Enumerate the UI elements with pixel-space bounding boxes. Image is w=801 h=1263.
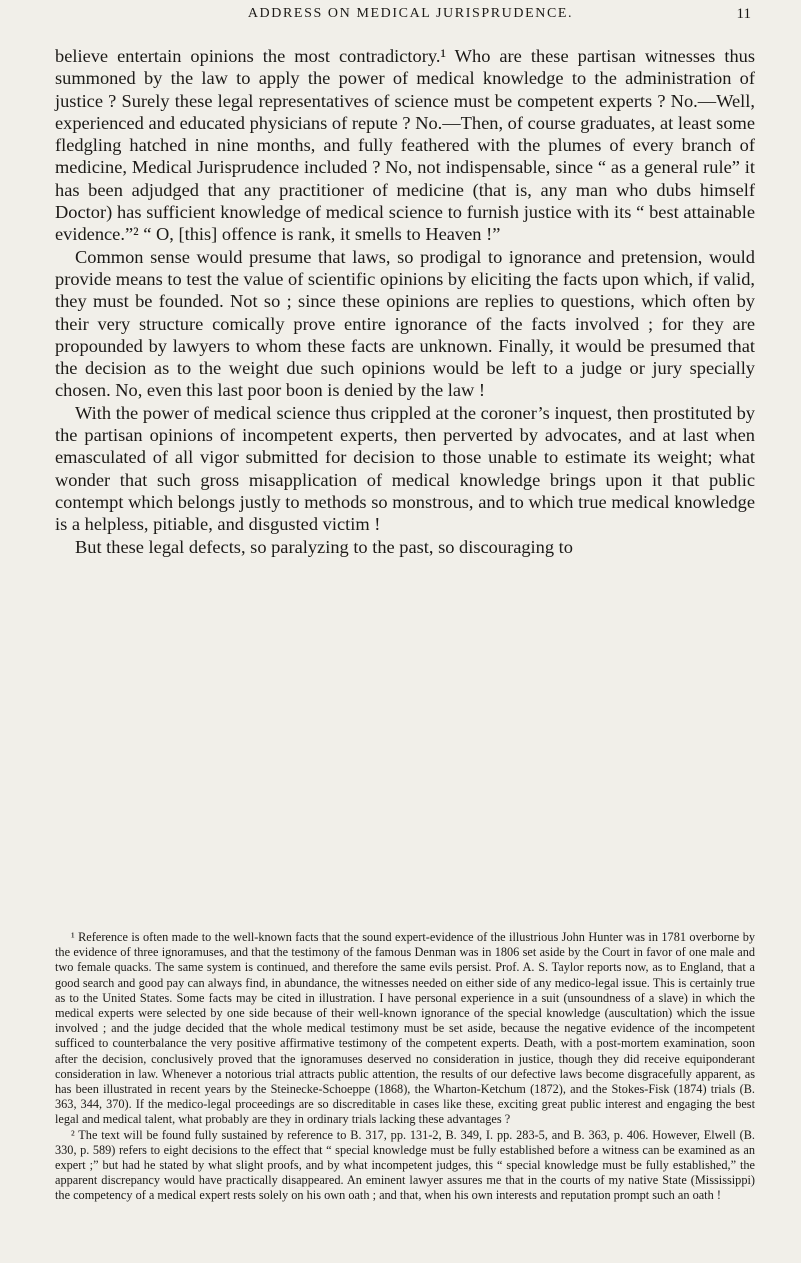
paragraph: But these legal defects, so paralyzing to the past, so discouraging to	[75, 536, 573, 557]
body-text	[55, 45, 755, 558]
paragraph: believe entertain opinions the most contradictory.¹ Who are these partisan witnesses thus summoned by the law to apply the power of medical knowledge to the administration of justice ? Surely these legal representatives of science must be competent experts ? No.—Well, experienced and educated physicians of repute ? No.—Then, of course graduates, at least some fledgling hatched in nine months, and fully feathered with the plumes of every branch of medicine, Medical Jurisprudence included ? No, not indispensable, since “ as a general rule” it has been adjudged that any practitioner of medicine (that is, any man who dubs himself Doctor) has sufficient knowledge of medical science to furnish justice with its “ best attainable evidence.”² “ O, [this] offence is rank, it smells to Heaven !”	[55, 46, 755, 245]
paragraph: With the power of medical science thus crippled at the coroner’s inquest, then prostituted by the partisan opinions of incompetent experts, then perverted by advocates, and at last when emasculated of all vigor submitted for decision to those unable to estimate its weight; what wonder that such gross misapplication of medical knowledge brings upon it that public contempt which belongs justly to methods so monstrous, and to which true medical knowledge is a helpless, pitiable, and disgusted victim !	[55, 402, 755, 535]
footnote: ² The text will be found fully sustained by reference to B. 317, pp. 131-2, B. 349, I. pp. 283-5, and B. 363, p. 406. However, Elwell (B. 330, p. 589) refers to eight decisions to the effect that “ special knowledge must be fully established before a witness can be examined as an expert ;” but had he stated by what slight proofs, and by what incompetent judges, this “ special knowledge must be fully established,” the apparent discrepancy would have practically disappeared. An eminent lawyer assures me that in the courts of my native State (Mississippi) the competency of a medical expert rests solely on his own oath ; and that, when his own interests and reputation prompt such an oath !	[55, 1127, 755, 1203]
footnotes	[55, 930, 755, 1204]
footnote: ¹ Reference is often made to the well-known facts that the sound expert-evidence of the illustrious John Hunter was in 1781 overborne by the evidence of three ignoramuses, and that the testimony of the famous Denman was in 1806 set aside by the Court in favor of one male and two female quacks. The same system is continued, and therefore the same evils persist. Prof. A. S. Taylor reports now, as to England, that a good search and good pay can always find, in abundance, the witnesses needed on either side of any medico-legal issue. This is certainly true as to the United States. Some facts may be cited in illustration. I have personal experience in a suit (unsoundness of a slave) in which the medical experts were selected by one side because of their well-known ignorance of the special knowledge (auscultation) which the issue involved ; and the judge decided that the whole medical testimony must be set aside, because the negative evidence of the incompetent sufficed to counterbalance the very positive affirmative testimony of the competent experts. Death, with a post-mortem examination, soon after the decision, conclusively proved that the ignoramuses deserved no consideration in justice, though they did receive equiponderant consideration in law. Whenever a notorious trial attracts public attention, the results of our defective laws become disgracefully apparent, as has been illustrated in recent years by the Steinecke-Schoeppe (1868), the Wharton-Ketchum (1872), and the Stokes-Fisk (1874) trials (B. 363, 344, 370). If the medico-legal proceedings are so discreditable in cases like these, exciting great public interest and engaging the best legal and medical talent, what probably are they in ordinary trials lacking these advantages ?	[55, 930, 755, 1127]
page-header	[70, 6, 751, 30]
page-number: 11	[736, 6, 751, 22]
paragraph: Common sense would presume that laws, so prodigal to ignorance and pretension, would provide means to test the value of scientific opinions by eliciting the facts upon which, if valid, they must be founded. Not so ; since these opinions are replies to questions, which often by their very structure comically prove entire ignorance of the facts involved ; for they are propounded by lawyers to whom these facts are unknown. Finally, it would be presumed that the decision as to the weight due such opinions would be left to a judge or jury specially chosen. No, even this last poor boon is denied by the law !	[55, 246, 755, 401]
running-head: ADDRESS ON MEDICAL JURISPRUDENCE.	[247, 6, 574, 21]
